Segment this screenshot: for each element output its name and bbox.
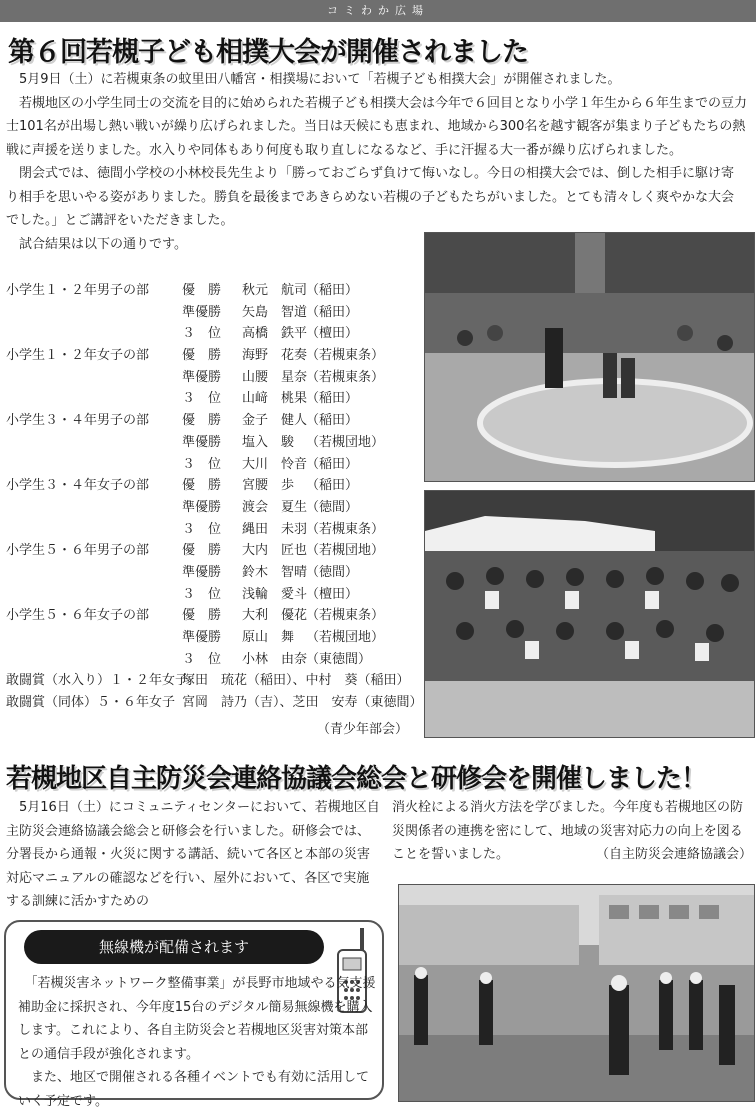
result-affiliation: （若槻団地） xyxy=(306,630,385,645)
award-names: 塚田 琉花（稲田）、中村 葵（稲田） xyxy=(182,673,410,689)
result-name: 高橋 鉄平 xyxy=(242,326,308,342)
result-affiliation: （若槻東条） xyxy=(306,369,385,385)
result-rank: 準優勝 xyxy=(182,434,222,450)
result-name: 小林 由奈 xyxy=(242,651,308,667)
result-affiliation: （若槻団地） xyxy=(306,543,385,559)
result-name: 金子 健人 xyxy=(242,413,308,429)
result-affiliation: （檀田） xyxy=(306,326,359,342)
result-affiliation: （徳間） xyxy=(306,499,359,515)
result-affiliation: （檀田） xyxy=(306,586,359,602)
result-name: 渡会 夏生 xyxy=(242,499,308,515)
result-name: 原山 舞 xyxy=(242,630,295,645)
result-rank: 準優勝 xyxy=(182,304,222,320)
result-name: 鈴木 智晴 xyxy=(242,564,308,580)
result-division: 小学生３・４年女子の部 xyxy=(6,478,150,494)
radio-notice-box xyxy=(4,920,384,1109)
result-division: 小学生５・６年男子の部 xyxy=(6,543,150,559)
result-rank: 優 勝 xyxy=(182,478,222,494)
result-name: 山腰 星奈 xyxy=(242,369,308,385)
result-name: 宮腰 歩 xyxy=(242,478,295,494)
result-row xyxy=(6,302,410,324)
award-row xyxy=(6,670,410,692)
result-division: 小学生１・２年男子の部 xyxy=(6,283,150,298)
result-affiliation: （若槻東条） xyxy=(306,608,385,624)
result-rank: ３ 位 xyxy=(182,326,222,342)
result-row xyxy=(6,540,410,562)
article2-right-block xyxy=(392,796,752,867)
result-affiliation: （稲田） xyxy=(306,478,359,494)
result-affiliation: （若槻東条） xyxy=(306,348,385,364)
article1-credit: （青少年部会） xyxy=(316,722,408,737)
result-division: 小学生３・４年男子の部 xyxy=(6,413,150,429)
result-rank: 優 勝 xyxy=(182,283,222,298)
result-affiliation: （若槻団地） xyxy=(306,434,385,450)
result-affiliation: （稲田） xyxy=(306,391,359,407)
award-names: 宮岡 詩乃（吉）、芝田 安寿（東徳間） xyxy=(182,695,423,711)
article1-paragraph: 若槻地区の小学生同士の交流を目的に始められた若槻子ども相撲大会は今年で６回目となり小学１年生から６年生までの豆力士101名が出場し熱い戦いが繰り広げられました。当日は天候にも恵まれ、地域から300名を越す観客が集まり子どもたちの熱戦に声援を送りました。水入りや同体もあり何度も取り直しになるなど、手に汗握る大一番が繰り広げられました。 xyxy=(6,95,748,158)
result-division: 小学生５・６年女子の部 xyxy=(6,608,150,624)
result-row xyxy=(6,454,410,476)
article2-left-text: 5月16日（土）にコミュニティセンターにおいて、若槻地区自主防災会連絡協議会総会と研修会を行いました。研修会では、分署長から通報・火災に関する講話、続いて各区と本部の災害対応マニュアルの確認などを行い、屋外において、各区で実施する訓練に活かすための xyxy=(6,800,380,909)
result-name: 矢島 智道 xyxy=(242,304,308,320)
award-row xyxy=(6,692,423,714)
result-rank: ３ 位 xyxy=(182,651,222,667)
result-name: 大利 優花 xyxy=(242,608,308,624)
result-rank: 優 勝 xyxy=(182,413,222,429)
result-rank: 準優勝 xyxy=(182,564,222,580)
result-rank: 優 勝 xyxy=(182,348,222,364)
radio-notice-text: 「若槻災害ネットワーク整備事業」が長野市地域やる気支援補助金に採択され、今年度15台のデジタル簡易無線機を購入します。これにより、各自主防災会と若槻地区災害対策本部との通信手段が強化されます。 また、地区で開催される各種イベントでも有効に活用していく予定です。 xyxy=(18,976,376,1109)
result-row xyxy=(6,562,410,584)
result-row xyxy=(6,519,410,541)
result-name: 縄田 未羽 xyxy=(242,521,308,537)
group-photo xyxy=(424,490,755,738)
result-row xyxy=(6,388,410,410)
result-row xyxy=(6,627,410,649)
radio-notice-title: 無線機が配備されます xyxy=(24,930,324,964)
result-affiliation: （稲田） xyxy=(306,283,359,298)
sumo-match-photo xyxy=(424,232,755,482)
result-row xyxy=(6,605,410,627)
award-label: 敢闘賞（同体）５・６年女子 xyxy=(6,695,176,711)
result-row xyxy=(6,280,410,302)
award-label: 敢闘賞（水入り）１・２年女子 xyxy=(6,673,189,689)
result-row xyxy=(6,649,410,671)
result-row xyxy=(6,475,410,497)
result-affiliation: （稲田） xyxy=(306,304,359,320)
result-name: 秋元 航司 xyxy=(242,283,308,298)
result-name: 海野 花奏 xyxy=(242,348,308,364)
result-rank: 準優勝 xyxy=(182,499,222,515)
article1-paragraph: 閉会式では、徳間小学校の小林校長先生より「勝っておごらず負けて悔いなし。今日の相撲大会では、倒した相手に駆け寄り相手を思いやる姿がありました。勝負を最後まであきらめない若槻の子どもたちがいました。とても清々しく爽やかな大会でした。」とご講評をいただきました。 xyxy=(6,166,735,228)
result-rank: 準優勝 xyxy=(182,630,222,645)
result-affiliation: （東徳間） xyxy=(306,651,372,667)
result-name: 山﨑 桃果 xyxy=(242,391,308,407)
result-row xyxy=(6,497,410,519)
section-header-bar xyxy=(0,0,756,22)
article1-paragraph: 5月9日（土）に若槻東条の蚊里田八幡宮・相撲場において「若槻子ども相撲大会」が開催されました。 xyxy=(6,72,621,87)
article2-credit: （自主防災会連絡協議会） xyxy=(595,847,752,862)
result-affiliation: （稲田） xyxy=(306,456,359,472)
result-affiliation: （若槻東条） xyxy=(306,521,385,537)
result-rank: ３ 位 xyxy=(182,391,222,407)
article2-right-text: 消火栓による消火方法を学びました。今年度も若槻地区の防災関係者の連携を密にして、地域の災害対応力の向上を図ることを誓いました。 xyxy=(392,800,744,862)
result-rank: ３ 位 xyxy=(182,521,222,537)
result-affiliation: （徳間） xyxy=(306,564,359,580)
result-rank: ３ 位 xyxy=(182,586,222,602)
result-row xyxy=(6,410,410,432)
result-row xyxy=(6,345,410,367)
article1-title: 第６回若槻子ども相撲大会が開催されました xyxy=(8,37,528,68)
result-row xyxy=(6,323,410,345)
article2-title: 若槻地区自主防災会連絡協議会総会と研修会を開催しました！ xyxy=(6,764,707,794)
article1-body xyxy=(6,68,752,256)
result-rank: 準優勝 xyxy=(182,369,222,385)
result-rank: ３ 位 xyxy=(182,456,222,472)
fire-drill-photo xyxy=(398,884,755,1102)
result-name: 浅輪 愛斗 xyxy=(242,586,308,602)
article1-paragraph: 試合結果は以下の通りです。 xyxy=(6,236,187,252)
section-header-label: コミわか広場 xyxy=(327,4,429,17)
result-name: 大川 怜音 xyxy=(242,456,308,472)
result-name: 大内 匠也 xyxy=(242,543,308,559)
result-row xyxy=(6,367,410,389)
result-rank: 優 勝 xyxy=(182,608,222,624)
result-row xyxy=(6,584,410,606)
result-name: 塩入 駿 xyxy=(242,434,295,450)
results-list xyxy=(6,280,423,714)
result-row xyxy=(6,432,410,454)
result-affiliation: （稲田） xyxy=(306,413,359,429)
result-rank: 優 勝 xyxy=(182,543,222,559)
result-division: 小学生１・２年女子の部 xyxy=(6,348,150,364)
